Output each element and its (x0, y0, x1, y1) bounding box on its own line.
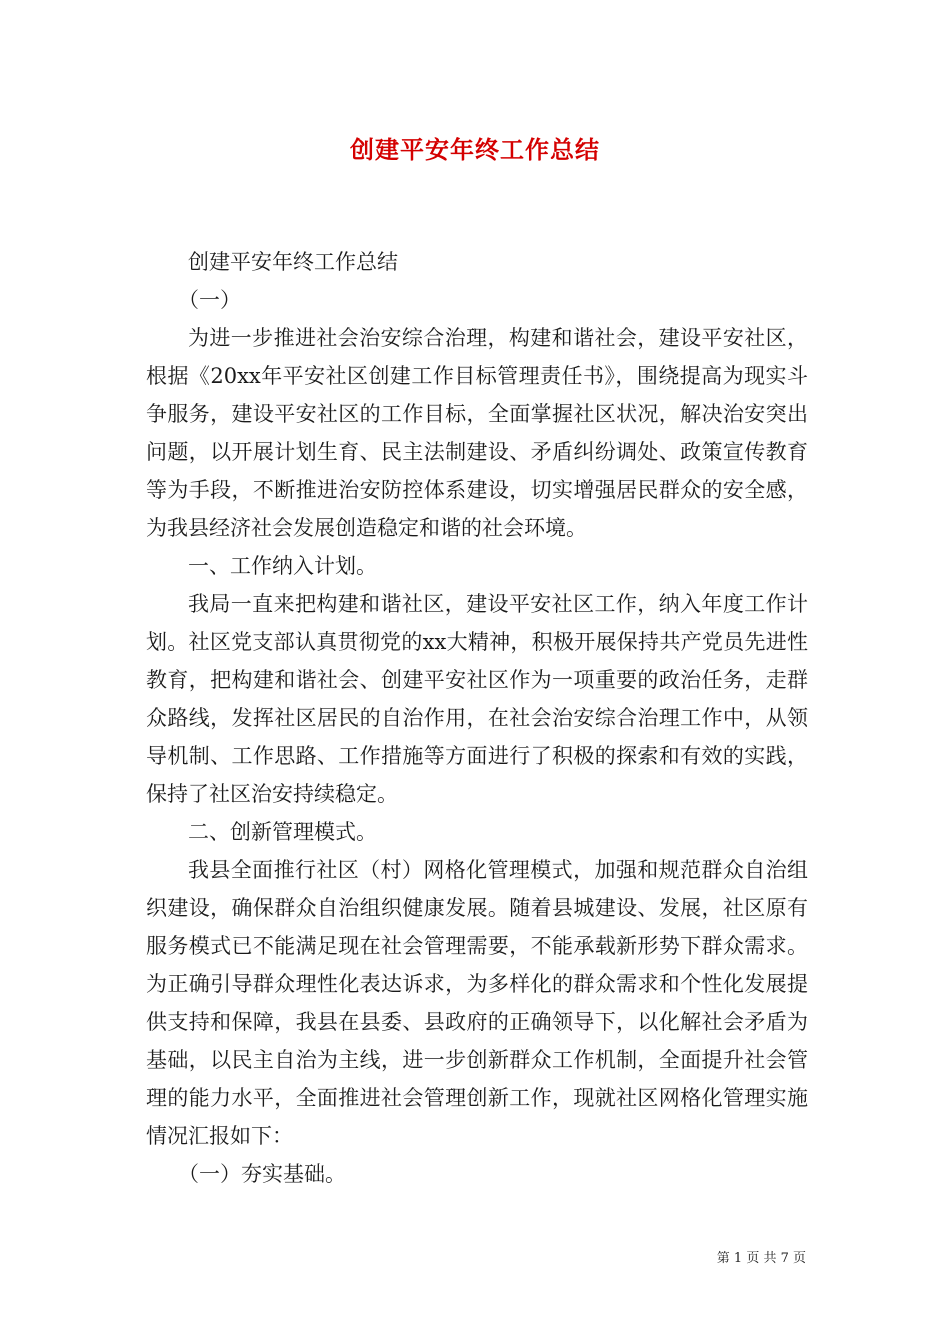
document-title: 创建平安年终工作总结 (350, 135, 600, 164)
subtitle-paragraph: 创建平安年终工作总结 (188, 250, 398, 274)
subsection-heading: （一）夯实基础。 (178, 1162, 346, 1186)
body-paragraph: 我局一直来把构建和谐社区，建设平安社区工作，纳入年度工作计划。社区党支部认真贯彻党的xx大精神，积极开展保持共产党员先进性教育，把构建和谐社会、创建平安社区作为一项重要的政治任务，走群众路线，发挥社区居民的自治作用，在社会治安综合治理工作中，从领导机制、工作思路、工作措施等方面进行了积极的探索和有效的实践，保持了社区治安持续稳定。 (146, 592, 808, 806)
body-paragraph: 我县全面推行社区（村）网格化管理模式，加强和规范群众自治组织建设，确保群众自治组织健康发展。随着县城建设、发展，社区原有服务模式已不能满足现在社会管理需要，不能承载新形势下群众需求。为正确引导群众理性化表达诉求，为多样化的群众需求和个性化发展提供支持和保障，我县在县委、县政府的正确领导下，以化解社会矛盾为基础，以民主自治为主线，进一步创新群众工作机制，全面提升社会管理的能力水平，全面推进社会管理创新工作，现就社区网格化管理实施情况汇报如下： (146, 858, 808, 1148)
page-number: 第 1 页 共 7 页 (716, 1251, 806, 1266)
section-heading: 二、创新管理模式。 (188, 820, 377, 844)
section-marker: （一） (178, 288, 241, 312)
section-heading: 一、工作纳入计划。 (188, 554, 377, 578)
body-paragraph: 为进一步推进社会治安综合治理，构建和谐社会，建设平安社区，根据《20xx年平安社区创建工作目标管理责任书》，围绕提高为现实斗争服务，建设平安社区的工作目标，全面掌握社区状况，解决治安突出问题，以开展计划生育、民主法制建设、矛盾纠纷调处、政策宣传教育等为手段，不断推进治安防控体系建设，切实增强居民群众的安全感，为我县经济社会发展创造稳定和谐的社会环境。 (146, 326, 808, 540)
document-body (146, 243, 808, 1193)
